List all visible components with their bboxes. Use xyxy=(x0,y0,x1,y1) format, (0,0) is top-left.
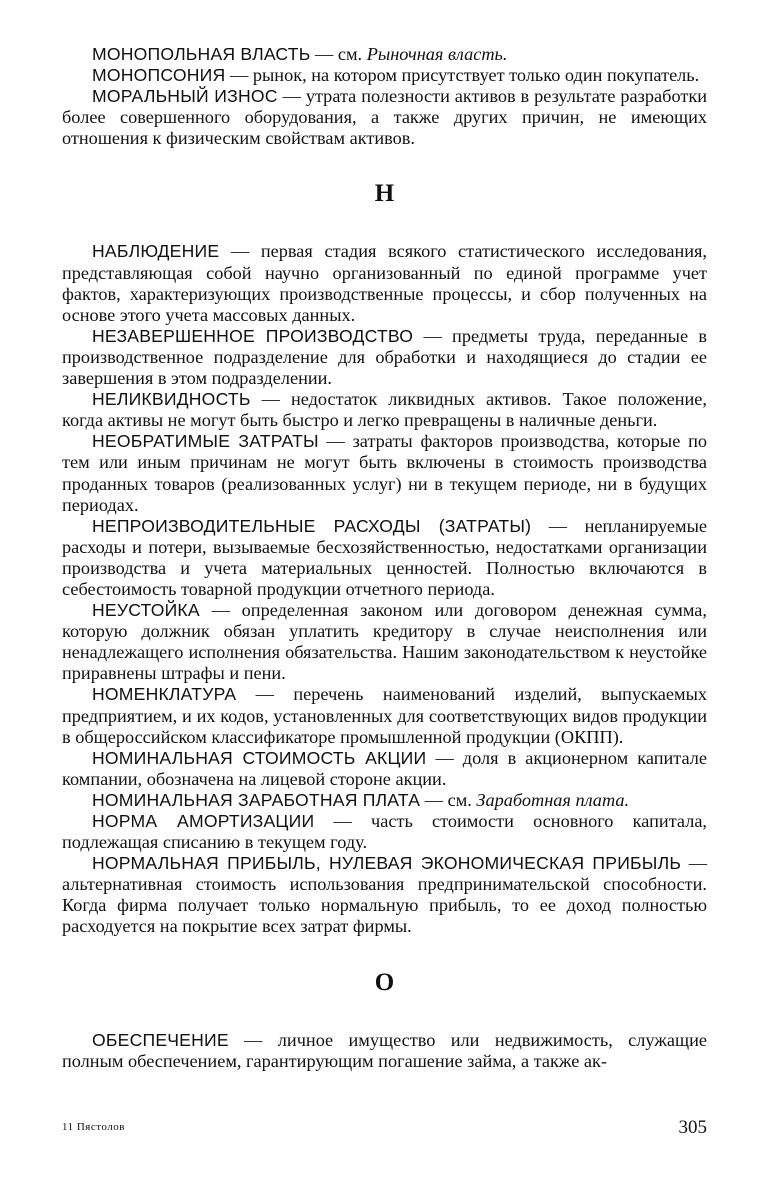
entry-normal-profit xyxy=(62,853,707,937)
page-number: 305 xyxy=(678,1117,707,1138)
entry-definition: — недостаток ликвидных активов. Такое положение, когда активы не могут быть быстро и легко превращены в наличные деньги. xyxy=(62,389,707,431)
entry-definition: — личное имущество или недвижимость, служащие полным обеспечением, гарантирующим погашение займа, а также ак- xyxy=(62,1029,707,1071)
entries-o xyxy=(62,1030,707,1072)
entry-collateral xyxy=(62,1030,707,1072)
entry-definition: — рынок, на котором присутствует только один покупатель. xyxy=(225,65,700,86)
entry-term: ОБЕСПЕЧЕНИЕ xyxy=(92,1029,229,1050)
entry-term: НЕЗАВЕРШЕННОЕ ПРОИЗВОДСТВО xyxy=(92,325,414,346)
entry-depreciation-rate xyxy=(62,811,707,853)
section-letter-o: О xyxy=(374,968,395,996)
entry-cross-reference: Рыночная власть. xyxy=(366,44,508,64)
entry-definition: — см. xyxy=(420,789,477,810)
entry-definition: — доля в акционерном капитале компании, обозначена на лицевой стороне акции. xyxy=(62,747,707,789)
entry-term: НАБЛЮДЕНИЕ xyxy=(92,241,220,262)
entry-nomenclature xyxy=(62,684,707,747)
entry-term: НЕУСТОЙКА xyxy=(92,600,200,621)
entry-definition: — альтернативная стоимость использования предпринимательской способности. Когда фирма получает только нормальную прибыль, то ее доход полностью расходуется на покрытие всех затрат фирмы. xyxy=(62,853,707,937)
entry-nominal-wage xyxy=(62,790,707,811)
section-letter-n: Н xyxy=(374,180,395,208)
entries-m xyxy=(62,44,707,149)
entry-definition: — определенная законом или договором денежная сумма, которую должник обязан уплатить кредитору в случае неисполнения или ненадлежащего исполнения обязательства. Нашим законодательством к неустойке приравнены штрафы и пени. xyxy=(62,600,707,684)
entry-definition: — перечень наименований изделий, выпускаемых предприятием, и их кодов, установленных для соответствующих видов продукции в общероссийском классификаторе промышленной продукции (ОКПП). xyxy=(62,684,707,747)
entry-definition: — см. xyxy=(310,44,367,64)
printer-signature: 11 Пястолов xyxy=(62,1121,125,1133)
entry-term: НОМИНАЛЬНАЯ ЗАРАБОТНАЯ ПЛАТА xyxy=(92,789,421,810)
entry-term: НОРМА АМОРТИЗАЦИИ xyxy=(92,811,315,831)
entries-n xyxy=(62,241,707,937)
entry-term: НЕОБРАТИМЫЕ ЗАТРАТЫ xyxy=(92,431,319,452)
entry-term: НОРМАЛЬНАЯ ПРИБЫЛЬ, НУЛЕВАЯ ЭКОНОМИЧЕСКАЯ ПРИБЫЛЬ xyxy=(92,853,682,874)
entry-obsolescence xyxy=(62,86,707,149)
entry-monopoly-power xyxy=(62,44,707,65)
entry-definition: — предметы труда, переданные в производственное подразделение для обработки и находящиеся до стадии ее завершения в этом подразделении. xyxy=(62,325,707,389)
dictionary-page xyxy=(62,44,707,1072)
entry-unproductive-expenses xyxy=(62,516,707,600)
entry-definition: — утрата полезности активов в результате разработки более совершенного оборудования, а также других причин, не имеющих отношения к физическим свойствам активов. xyxy=(62,86,708,149)
entry-term: МОРАЛЬНЫЙ ИЗНОС xyxy=(92,86,278,107)
entry-cross-reference: Заработная плата. xyxy=(476,789,630,810)
entry-term: НЕЛИКВИДНОСТЬ xyxy=(92,389,251,410)
entry-term: НЕПРОИЗВОДИТЕЛЬНЫЕ РАСХОДЫ (ЗАТРАТЫ) xyxy=(92,515,532,536)
entry-monopsony xyxy=(62,65,707,86)
entry-definition: — часть стоимости основного капитала, подлежащая списанию в текущем году. xyxy=(62,811,708,853)
entry-definition: — первая стадия всякого статистического исследования, представляющая собой научно организованный по единой программе учет фактов, характеризующих производственные процессы, и сбор полученных на основе этого учета массовых данных. xyxy=(62,241,707,325)
entry-nominal-share-value xyxy=(62,748,707,790)
entry-observation xyxy=(62,241,707,325)
entry-term: НОМЕНКЛАТУРА xyxy=(92,684,237,705)
entry-illiquidity xyxy=(62,389,707,431)
entry-definition: — затраты факторов производства, которые по тем или иным причинам не могут быть включены в стоимость производства проданных товаров (реализованных услуг) ни в текущем периоде, ни в будущих периодах. xyxy=(62,431,707,515)
entry-penalty xyxy=(62,600,707,684)
entry-sunk-costs xyxy=(62,431,707,515)
entry-term: МОНОПСОНИЯ xyxy=(92,65,226,86)
entry-work-in-progress xyxy=(62,326,707,389)
entry-term: НОМИНАЛЬНАЯ СТОИМОСТЬ АКЦИИ xyxy=(92,747,427,768)
entry-definition: — непланируемые расходы и потери, вызываемые бесхозяйственностью, недостатками организации производства и учета материальных ценностей. Полностью включаются в себестоимость товарной продукции отчетного периода. xyxy=(62,515,707,599)
entry-term: МОНОПОЛЬНАЯ ВЛАСТЬ xyxy=(92,44,311,64)
